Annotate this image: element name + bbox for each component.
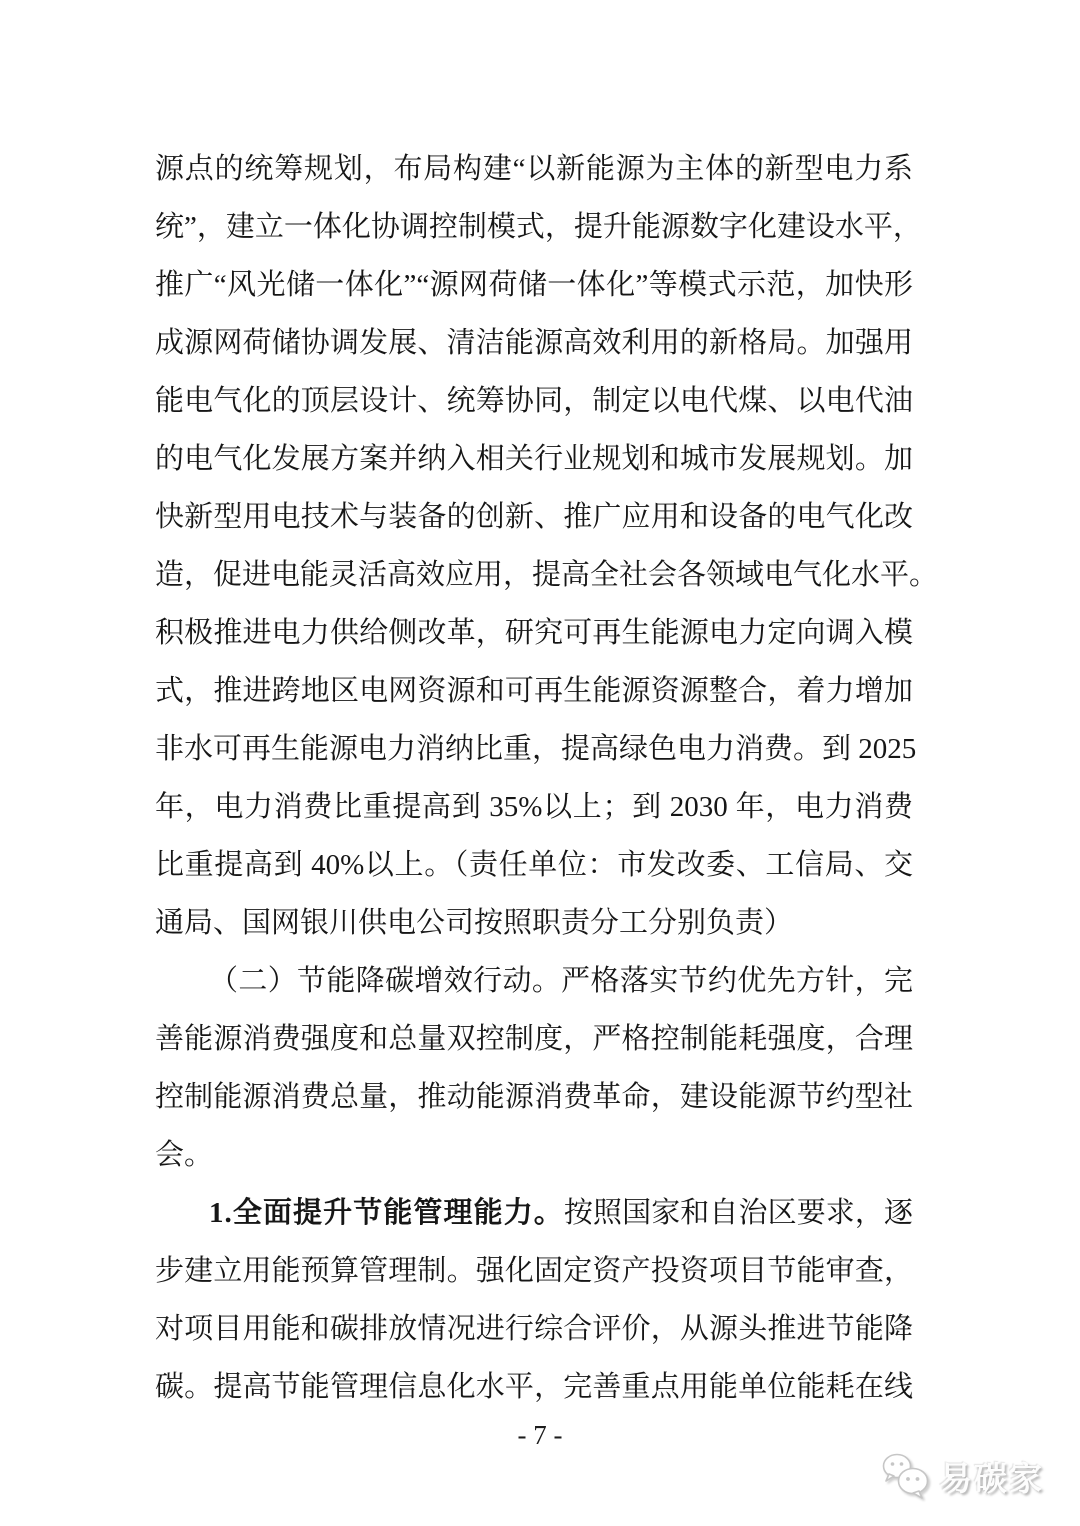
line-text: 按照国家和自治区要求，逐 — [563, 1197, 913, 1229]
line-text: 比重提高到 40%以上。（责任单位：市发改委、工信局、交 — [155, 849, 913, 881]
text-line-paragraph-end — [155, 1126, 913, 1184]
text-line — [155, 1300, 913, 1358]
line-text: 成源网荷储协调发展、清洁能源高效利用的新格局。加强用 — [155, 327, 913, 359]
line-text: 非水可再生能源电力消纳比重，提高绿色电力消费。到 2025 — [155, 733, 917, 765]
text-line — [155, 1010, 913, 1068]
text-line — [155, 1242, 913, 1300]
text-line — [155, 256, 913, 314]
text-line — [155, 372, 913, 430]
line-text: 通局、国网银川供电公司按照职责分工分别负责） — [155, 907, 794, 939]
text-line-paragraph-end — [155, 894, 913, 952]
text-line — [155, 314, 913, 372]
page-number: - 7 - — [517, 1420, 563, 1450]
line-text: 能电气化的顶层设计、统筹协同，制定以电代煤、以电代油 — [155, 385, 913, 417]
brand-watermark — [881, 1452, 1044, 1500]
line-text: 会。 — [155, 1139, 214, 1171]
text-line — [155, 430, 913, 488]
text-line — [155, 720, 917, 778]
line-text: 造，促进电能灵活高效应用，提高全社会各领域电气化水平。 — [155, 559, 939, 591]
text-line — [155, 1068, 913, 1126]
line-text: 对项目用能和碳排放情况进行综合评价，从源头推进节能降 — [155, 1313, 913, 1345]
text-line — [155, 604, 913, 662]
subsection-heading-bold: 1.全面提升节能管理能力。 — [209, 1197, 564, 1229]
line-text: 步建立用能预算管理制。强化固定资产投资项目节能审查， — [155, 1255, 913, 1287]
wechat-chat-bubbles-icon — [881, 1452, 931, 1500]
text-line-subsection-heading — [155, 1184, 913, 1242]
document-text-block — [155, 140, 939, 1416]
line-text: 碳。提高节能管理信息化水平，完善重点用能单位能耗在线 — [155, 1371, 913, 1403]
text-line — [155, 198, 922, 256]
text-line — [155, 546, 939, 604]
line-text: 控制能源消费总量，推动能源消费革命，建设能源节约型社 — [155, 1081, 913, 1113]
line-text: 推广“风光储一体化”“源网荷储一体化”等模式示范，加快形 — [155, 269, 913, 301]
line-text: 积极推进电力供给侧改革，研究可再生能源电力定向调入模 — [155, 617, 913, 649]
line-text: 式，推进跨地区电网资源和可再生能源资源整合，着力增加 — [155, 675, 913, 707]
text-line — [155, 140, 913, 198]
line-text: 快新型用电技术与装备的创新、推广应用和设备的电气化改 — [155, 501, 913, 533]
line-text: 源点的统筹规划，布局构建“以新能源为主体的新型电力系 — [155, 153, 913, 185]
text-line — [155, 778, 913, 836]
text-line — [155, 488, 913, 546]
line-text: 统”，建立一体化协调控制模式，提升能源数字化建设水平， — [155, 211, 922, 243]
line-text: 的电气化发展方案并纳入相关行业规划和城市发展规划。加 — [155, 443, 913, 475]
text-line — [155, 662, 913, 720]
line-text: 年，电力消费比重提高到 35%以上；到 2030 年，电力消费 — [155, 791, 913, 823]
brand-watermark-label: 易碳家 — [939, 1459, 1044, 1497]
text-line — [155, 836, 913, 894]
line-text: 善能源消费强度和总量双控制度，严格控制能耗强度，合理 — [155, 1023, 913, 1055]
text-line — [155, 1358, 913, 1416]
text-line-section-heading — [155, 952, 913, 1010]
line-text: （二）节能降碳增效行动。严格落实节约优先方针，完 — [209, 965, 913, 997]
